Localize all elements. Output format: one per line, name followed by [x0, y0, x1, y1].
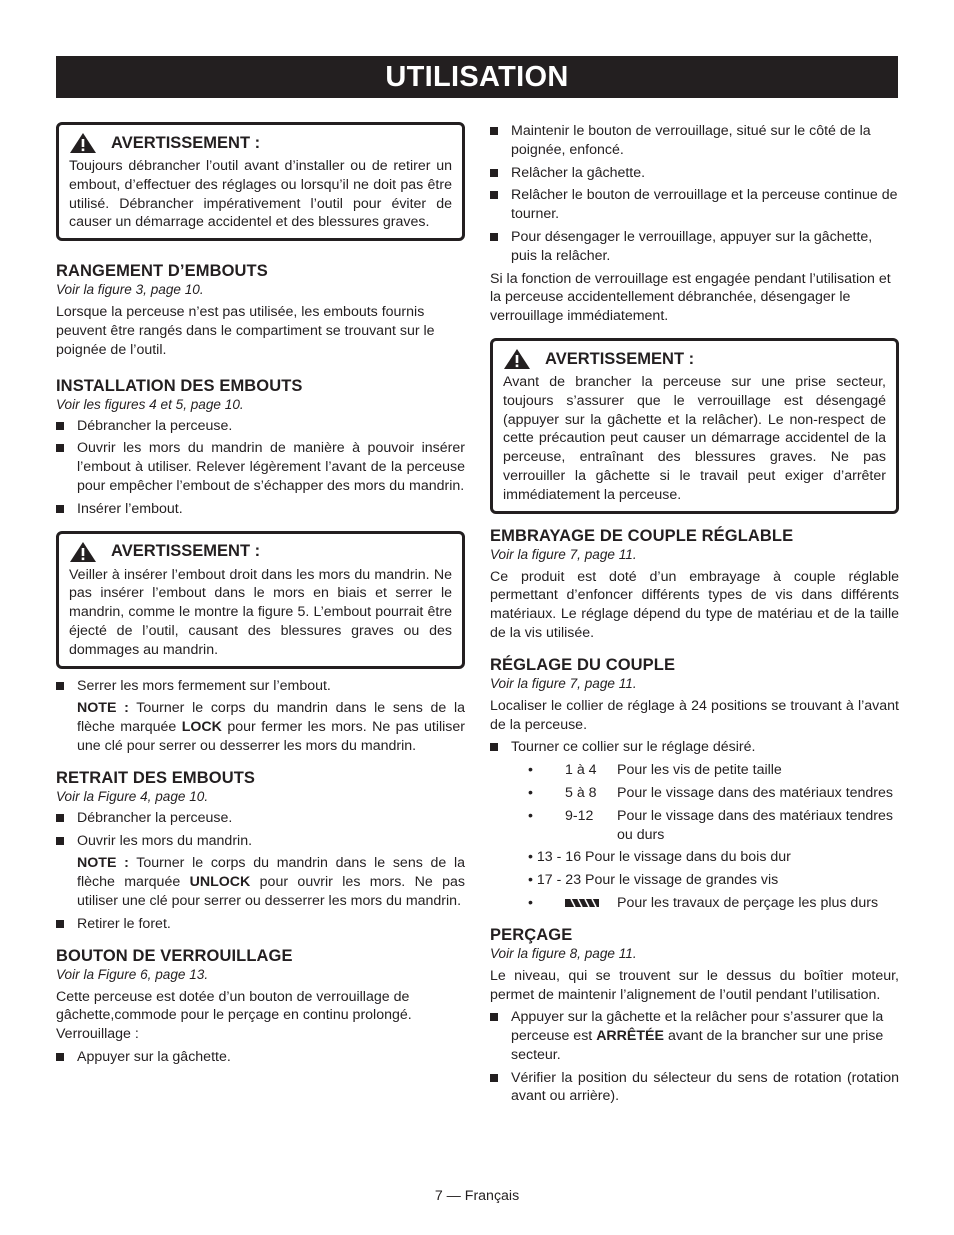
torque-setting: • 1 à 4 Pour les vis de petite taille — [528, 762, 782, 779]
list-item: Tourner ce collier sur le réglage désiré. — [490, 738, 899, 757]
list-item: Débrancher la perceuse. — [56, 417, 465, 436]
square-bullet-icon — [490, 169, 498, 177]
warning-text: Avant de brancher la perceuse sur une prise secteur, toujours s’assurer que le verrouillage est désengagé (appuyer sur la gâchette et la relâcher). Le non-respect de cette précaution peut causer un démarrage accidentel de la perceuse, entraînant des blessures graves. Ne pas verrouiller la gâchette si le travail peut exiger d’arrêter immédiatement la perceuse. — [503, 373, 886, 503]
list-item: Appuyer sur la gâchette. — [56, 1048, 465, 1067]
warning-triangle-icon — [69, 541, 97, 563]
list-item: Maintenir le bouton de verrouillage, situé sur le côté de la poignée, enfoncé. — [490, 122, 899, 160]
figure-reference: Voir la Figure 4, page 10. — [56, 788, 209, 804]
square-bullet-icon — [490, 191, 498, 199]
list-item: Relâcher le bouton de verrouillage et la perceuse continue de tourner. — [490, 186, 899, 224]
section-title-embrayage: EMBRAYAGE DE COUPLE RÉGLABLE — [490, 526, 794, 545]
list-item: Serrer les mors fermement sur l’embout. — [56, 677, 465, 696]
figure-reference: Voir la figure 7, page 11. — [490, 546, 637, 562]
torque-settings-list — [490, 761, 899, 913]
section-title-percage: PERÇAGE — [490, 925, 573, 944]
left-column — [56, 122, 465, 1067]
warning-triangle-icon — [69, 132, 97, 154]
list-item: Appuyer sur la gâchette et la relâcher pour s’assurer que la perceuse est ARRÊTÉE avant de la brancher sur une prise secteur. — [490, 1008, 899, 1064]
square-bullet-icon — [56, 1053, 64, 1061]
paragraph: Le niveau, qui se trouvent sur le dessus du boîtier moteur, permet de maintenir l’alignement de l’outil pendant l’utilisation. — [490, 967, 899, 1003]
warning-title: AVERTISSEMENT : — [545, 349, 695, 368]
paragraph: Lorsque la perceuse n’est pas utilisée, les embouts fournis peuvent être rangés dans le compartiment se trouvant sur le poignée de l’outil. — [56, 304, 435, 358]
square-bullet-icon — [490, 1074, 498, 1082]
list-item: Insérer l’embout. — [56, 500, 465, 519]
warning-box-lock — [490, 338, 899, 514]
warning-box-insert — [56, 531, 465, 669]
paragraph: Si la fonction de verrouillage est engagée pendant l’utilisation et la perceuse accidentellement débranchée, désengager le verrouillage immédiatement. — [490, 270, 891, 325]
page-footer: 7 — Français — [434, 1188, 520, 1204]
list-item: Retirer le foret. — [56, 915, 465, 934]
list-item: Vérifier la position du sélecteur du sens de rotation (rotation avant ou arrière). — [490, 1069, 899, 1107]
figure-reference: Voir la Figure 6, page 13. — [56, 966, 209, 982]
square-bullet-icon — [56, 422, 64, 430]
square-bullet-icon — [56, 682, 64, 690]
right-column — [490, 122, 899, 1106]
square-bullet-icon — [490, 127, 498, 135]
section-title-bouton: BOUTON DE VERROUILLAGE — [56, 946, 293, 965]
list-item: Ouvrir les mors du mandrin de manière à pouvoir insérer l’embout à utiliser. Relever légèrement l’avant de la perceuse pour empêcher l’embout de s’échapper des mors du mandrin. — [56, 439, 465, 495]
square-bullet-icon — [56, 920, 64, 928]
square-bullet-icon — [490, 743, 498, 751]
warning-title: AVERTISSEMENT : — [111, 133, 261, 152]
paragraph: Localiser le collier de réglage à 24 positions se trouvant à l’avant de la perceuse. — [490, 697, 899, 733]
paragraph: Ce produit est doté d’un embrayage à couple réglable permettant d’enfoncer différents types de vis dans différents matériaux. Le réglage dépend du type de matériau et de la taille de la vis utilisée. — [490, 568, 899, 641]
square-bullet-icon — [56, 505, 64, 513]
page-banner: UTILISATION — [56, 56, 898, 98]
torque-setting: • 17 - 23 Pour le vissage de grandes vis — [528, 872, 779, 889]
paragraph: Cette perceuse est dotée d’un bouton de verrouillage de gâchette,commode pour le perçage en continu prolongé. Verrouillage : — [56, 988, 412, 1043]
note: NOTE : Tourner le corps du mandrin dans le sens de la flèche marquée LOCK pour fermer les mors. Ne pas utiliser une clé pour serrer ou desserrer les mors du mandrin. — [77, 700, 466, 754]
torque-setting: • 9-12 Pour le vissage dans des matériaux tendres ou durs — [528, 807, 894, 843]
drill-mode-icon — [565, 898, 599, 908]
list-item: Relâcher la gâchette. — [490, 164, 899, 183]
list-item: Ouvrir les mors du mandrin. — [56, 832, 465, 851]
figure-reference: Voir la figure 7, page 11. — [490, 675, 637, 691]
figure-reference: Voir la figure 8, page 11. — [490, 945, 637, 961]
square-bullet-icon — [490, 1013, 498, 1021]
list-item: Pour désengager le verrouillage, appuyer sur la gâchette, puis la relâcher. — [490, 228, 899, 266]
warning-text: Veiller à insérer l’embout droit dans les mors du mandrin. Ne pas insérer l’embout dans le mors en biais et serrer le mandrin, comme le montre la figure 5. L’embout pourrait être éjecté de l’outil, causant des blessures graves ou des dommages au mandrin. — [69, 566, 452, 658]
square-bullet-icon — [56, 444, 64, 452]
warning-box-unplug — [56, 122, 465, 241]
list-item: Débrancher la perceuse. — [56, 809, 465, 828]
square-bullet-icon — [56, 814, 64, 822]
warning-triangle-icon — [503, 348, 531, 370]
square-bullet-icon — [490, 233, 498, 241]
square-bullet-icon — [56, 837, 64, 845]
torque-setting: • 5 à 8 Pour le vissage dans des matériaux tendres — [528, 784, 894, 801]
warning-text: Toujours débrancher l’outil avant d’installer ou de retirer un embout, d’effectuer des réglages ou lorsqu’il ne doit pas être utilisé. Débrancher impérativement l’outil pour éviter de causer un démarrage accidentel et des blessures graves. — [69, 158, 452, 231]
section-title-reglage: RÉGLAGE DU COUPLE — [490, 655, 676, 674]
torque-setting: • Pour les travaux de perçage les plus durs — [528, 894, 879, 911]
section-title-installation: INSTALLATION DES EMBOUTS — [56, 376, 303, 395]
section-title-retrait: RETRAIT DES EMBOUTS — [56, 768, 255, 787]
note: NOTE : Tourner le corps du mandrin dans le sens de la flèche marquée UNLOCK pour ouvrir les mors. Ne pas utiliser une clé pour serrer ou desserrer les mors du mandrin. — [77, 855, 466, 909]
figure-reference: Voir la figure 3, page 10. — [56, 282, 204, 298]
warning-title: AVERTISSEMENT : — [111, 542, 261, 561]
torque-setting: • 13 - 16 Pour le vissage dans du bois dur — [528, 849, 791, 866]
figure-reference: Voir les figures 4 et 5, page 10. — [56, 396, 244, 412]
section-title-rangement: RANGEMENT D’EMBOUTS — [56, 262, 268, 281]
